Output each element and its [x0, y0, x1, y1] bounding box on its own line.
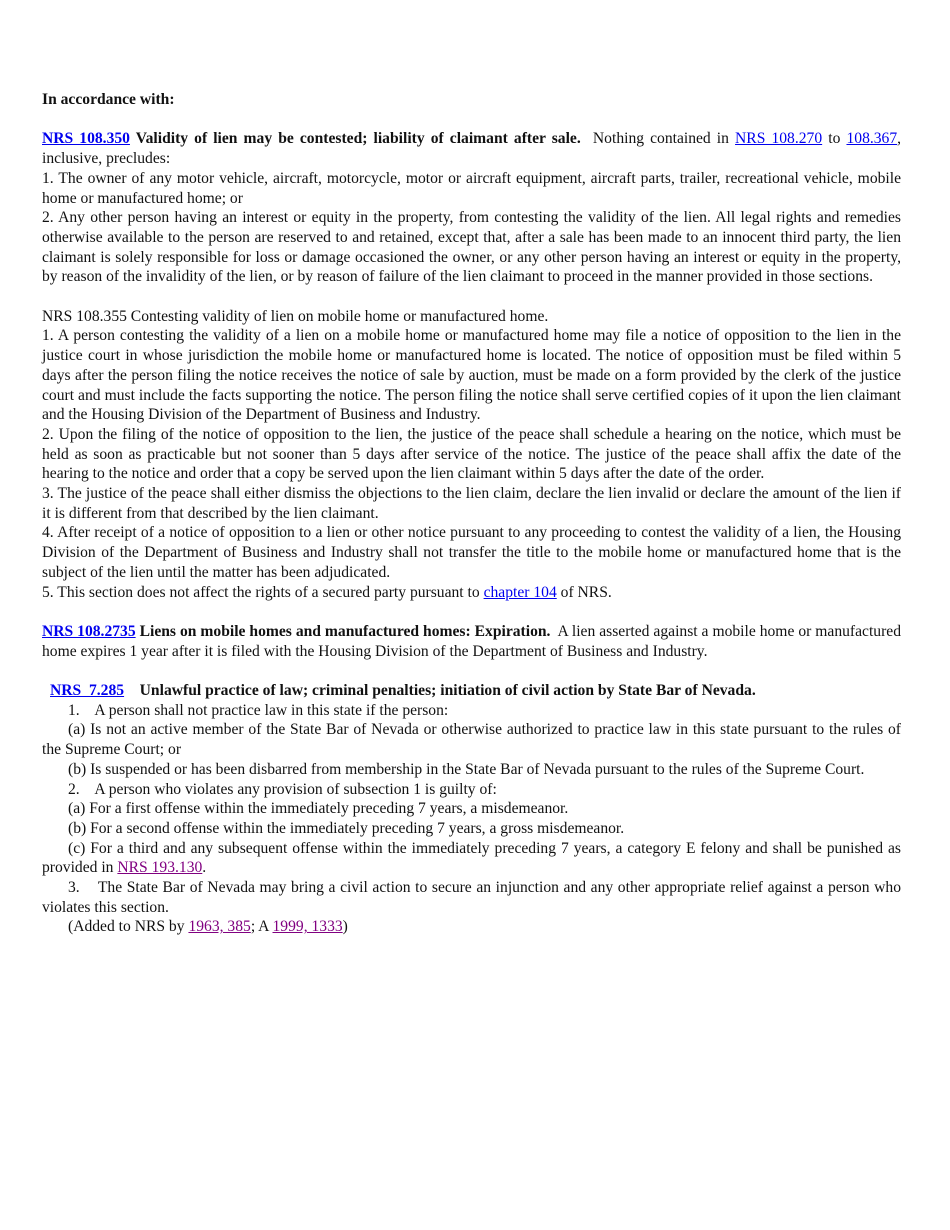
section-108-355-heading: NRS 108.355 Contesting validity of lien on mobile home or manufactured home. — [42, 307, 549, 325]
nrs-7-285-link[interactable]: NRS 7.285 — [50, 682, 125, 700]
history-note: (Added to NRS by 1963, 385; A 1999, 1333) — [68, 918, 348, 936]
subsection: (a) For a first offense within the immediately preceding 7 years, a misdemeanor. — [68, 800, 569, 818]
nrs-108-367-link[interactable]: 108.367 — [846, 130, 898, 148]
document-content — [42, 90, 905, 937]
section-7-285-heading — [42, 681, 901, 701]
section-title: Liens on mobile homes and manufactured homes: Expiration. — [139, 622, 551, 640]
list-item: 1. The owner of any motor vehicle, aircraft, motorcycle, motor or aircraft equipment, aircraft parts, trailer, recreational vehicle, mobile home or manufactured home; or — [42, 169, 901, 207]
nrs-108-270-link[interactable]: NRS 108.270 — [735, 130, 823, 148]
subsection: 3. The State Bar of Nevada may bring a civil action to secure an injunction and any other appropriate relief against a person who violates this section. — [42, 879, 905, 916]
section-title: Unlawful practice of law; criminal penalties; initiation of civil action by State Bar of Nevada. — [139, 682, 756, 700]
section-title: Validity of lien may be contested; liability of claimant after sale. — [135, 130, 581, 148]
nrs-108-350-link[interactable]: NRS 108.350 — [42, 130, 130, 148]
subsection: (c) For a third and any subsequent offense within the immediately preceding 7 years, a category E felony and shall be punished as provided in NRS 193.130. — [42, 839, 901, 877]
nrs-193-130-link[interactable]: NRS 193.130 — [117, 859, 203, 877]
intro-heading: In accordance with: — [42, 91, 175, 108]
list-item: 2. Any other person having an interest or equity in the property, from contesting the validity of the lien. All legal rights and remedies otherwise available to the person are reserved to and retained, except that, after a sale has been made to an innocent third party, the lien claimant is solely responsible for loss or damage occasioned the owner, or any other person having an interest or equity in the property, by reason of the invalidity of the lien, or by reason of failure of the lien claimant to proceed in the manner provided in those sections. — [42, 209, 901, 286]
statutes-1963-link[interactable]: 1963, 385 — [188, 918, 251, 936]
subsection: (a) Is not an active member of the State Bar of Nevada or otherwise authorized to practice law in this state pursuant to the rules of the Supreme Court; or — [42, 721, 901, 759]
subsection: 1. A person shall not practice law in this state if the person: — [68, 701, 449, 719]
list-item: 1. A person contesting the validity of a lien on a mobile home or manufactured home may file a notice of opposition to the lien in the justice court in whose jurisdiction the mobile home or manufactured home is located. The notice of opposition must be filed within 5 days after the person filing the notice receives the notice of sale by auction, must be made on a form provided by the clerk of the justice court and must include the facts supporting the notice. The person filing the notice shall serve certified copies of it upon the lien claimant and the Housing Division of the Department of Business and Industry. — [42, 327, 901, 424]
chapter-104-link[interactable]: chapter 104 — [483, 583, 557, 601]
subsection: 2. A person who violates any provision of subsection 1 is guilty of: — [68, 780, 497, 798]
subsection: (b) For a second offense within the immediately preceding 7 years, a gross misdemeanor. — [68, 819, 625, 837]
list-item: 5. This section does not affect the rights of a secured party pursuant to chapter 104 of NRS. — [42, 583, 612, 601]
statutes-1999-link[interactable]: 1999, 1333 — [272, 918, 343, 936]
list-item: 3. The justice of the peace shall either dismiss the objections to the lien claim, declare the lien invalid or declare the amount of the lien if it is different from that described by the lien claimant. — [42, 485, 901, 522]
list-item: 2. Upon the filing of the notice of opposition to the lien, the justice of the peace shall schedule a hearing on the notice, which must be held as soon as practicable but not sooner than 5 days after service of the notice. The justice of the peace shall affix the date of the hearing to the notice and order that a copy be served upon the lien claimant within 5 days after the date of the order. — [42, 425, 901, 483]
list-item: 4. After receipt of a notice of opposition to a lien or other notice pursuant to any proceeding to contest the validity of a lien, the Housing Division of the Department of Business and Industry shall not transfer the title to the mobile home or manufactured home that is the subject of the lien until the matter has been adjudicated. — [42, 524, 901, 581]
section-108-2735: NRS 108.2735 Liens on mobile homes and manufactured homes: Expiration. A lien asserted against a mobile home or manufactured home expires 1 year after it is filed with the Housing Division of the Department of Business and Industry. — [42, 622, 901, 660]
nrs-108-2735-link[interactable]: NRS 108.2735 — [42, 622, 136, 640]
section-108-350: NRS 108.350 Validity of lien may be contested; liability of claimant after sale. Nothing contained in NRS 108.270 to 108.367, inclusive, precludes: — [42, 130, 902, 168]
subsection: (b) Is suspended or has been disbarred from membership in the State Bar of Nevada pursuant to the rules of the Supreme Court. — [68, 760, 865, 778]
